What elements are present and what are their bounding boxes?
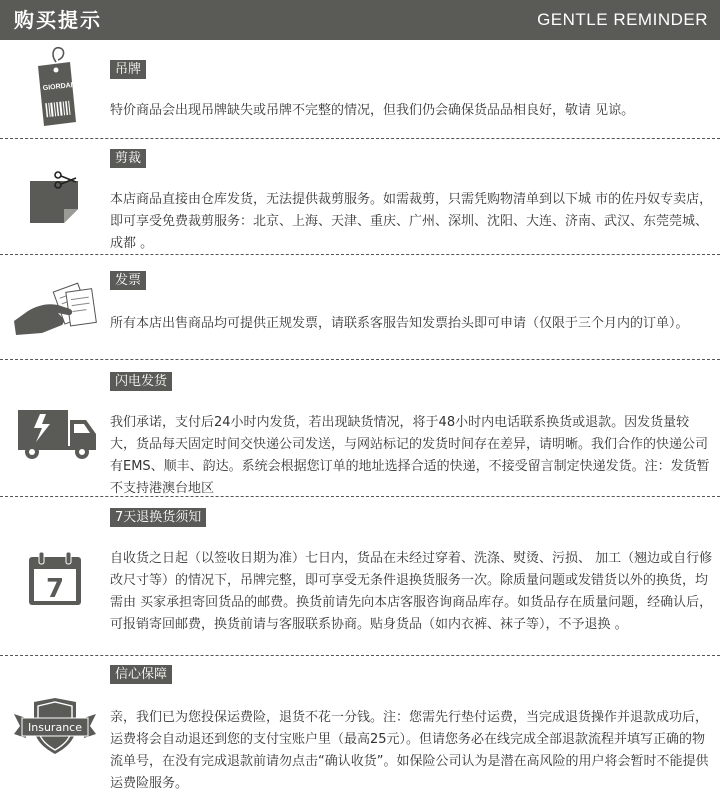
section-hangtag: [0, 40, 720, 138]
section-text: 特价商品会出现吊牌缺失或吊牌不完整的情况，但我们仍会确保货品品相良好，敬请 见谅。: [110, 103, 635, 118]
hand-invoice-icon: [12, 281, 98, 337]
section-text: 亲，我们已为您投保运费险，退货不花一分钱。注：您需先行垫付运费，当完成退货操作并退款成功后，运费将会自动退还到您的支付宝账户里（最高25元）。但请您务必在线完成全部退款流程并填写正确的物流单号，在没有完成退款前请勿点击“确认收货”。如保险公司认为是潜在高风险的用户将会暂时不能提供运费险服务。: [110, 710, 709, 791]
reminder-header: [0, 0, 720, 40]
insurance-badge-icon: [10, 696, 100, 756]
delivery-truck-icon: [16, 400, 98, 462]
section-text: 自收货之日起（以签收日期为准）七日内，货品在未经过穿着、洗涤、熨烫、污损、 加工（翘边或自行修改尺寸等）的情况下，吊牌完整，即可享受无条件退换货服务一次。除质量问题或发错货以外的换货，均需由 买家承担寄回货品的邮费。换货前请先向本店客服咨询商品库存。如货品存在质量问题，经确认后，可报销寄回邮费，换货前请与客服联系协商。贴身货品（如内衣裤、袜子等），不予退换 。: [110, 551, 713, 632]
section-tag: 信心保障: [110, 665, 172, 684]
section-tag: 发票: [110, 271, 146, 290]
hangtag-icon: [24, 44, 84, 130]
section-text: 本店商品直接由仓库发货，无法提供裁剪服务。如需裁剪，只需凭购物清单到以下城 市的佐丹奴专卖店，即可享受免费裁剪服务：北京、上海、天津、重庆、广州、深圳、沈阳、大连、济南、武汉、东莞莞城、成都 。: [110, 192, 713, 251]
header-subtitle: GENTLE REMINDER: [537, 10, 708, 29]
section-text: 我们承诺，支付后24小时内发货，若出现缺货情况，将于48小时内电话联系换货或退款。因发货量较大，货品每天固定时间交快递公司发送，与网站标记的发货时间存在差异，请明晰。我们合作的快递公司有EMS、顺丰、韵达。系统会根据您订单的地址选择合适的快递，不接受留言制定快递发货。注：发货暂不支持港澳台地区: [110, 415, 710, 496]
hangtag-brand-text: GIORDANO: [42, 81, 82, 93]
section-text: 所有本店出售商品均可提供正规发票，请联系客服告知发票抬头即可申请（仅限于三个月内的订单）。: [110, 316, 689, 331]
section-tag: 剪裁: [110, 149, 146, 168]
section-tag: 闪电发货: [110, 372, 172, 391]
section-delivery: [0, 360, 720, 496]
section-insurance: [0, 656, 720, 800]
section-invoice: [0, 255, 720, 359]
scissors-label-icon: [26, 171, 82, 227]
section-return: [0, 497, 720, 655]
header-title: 购买提示: [14, 8, 102, 32]
section-tag: 吊牌: [110, 60, 146, 79]
section-tag: 7天退换货须知: [110, 508, 206, 527]
section-tailoring: [0, 139, 720, 254]
calendar-day-text: 7: [46, 574, 65, 604]
calendar-7-icon: [26, 551, 84, 607]
insurance-label-text: Insurance: [28, 721, 82, 734]
